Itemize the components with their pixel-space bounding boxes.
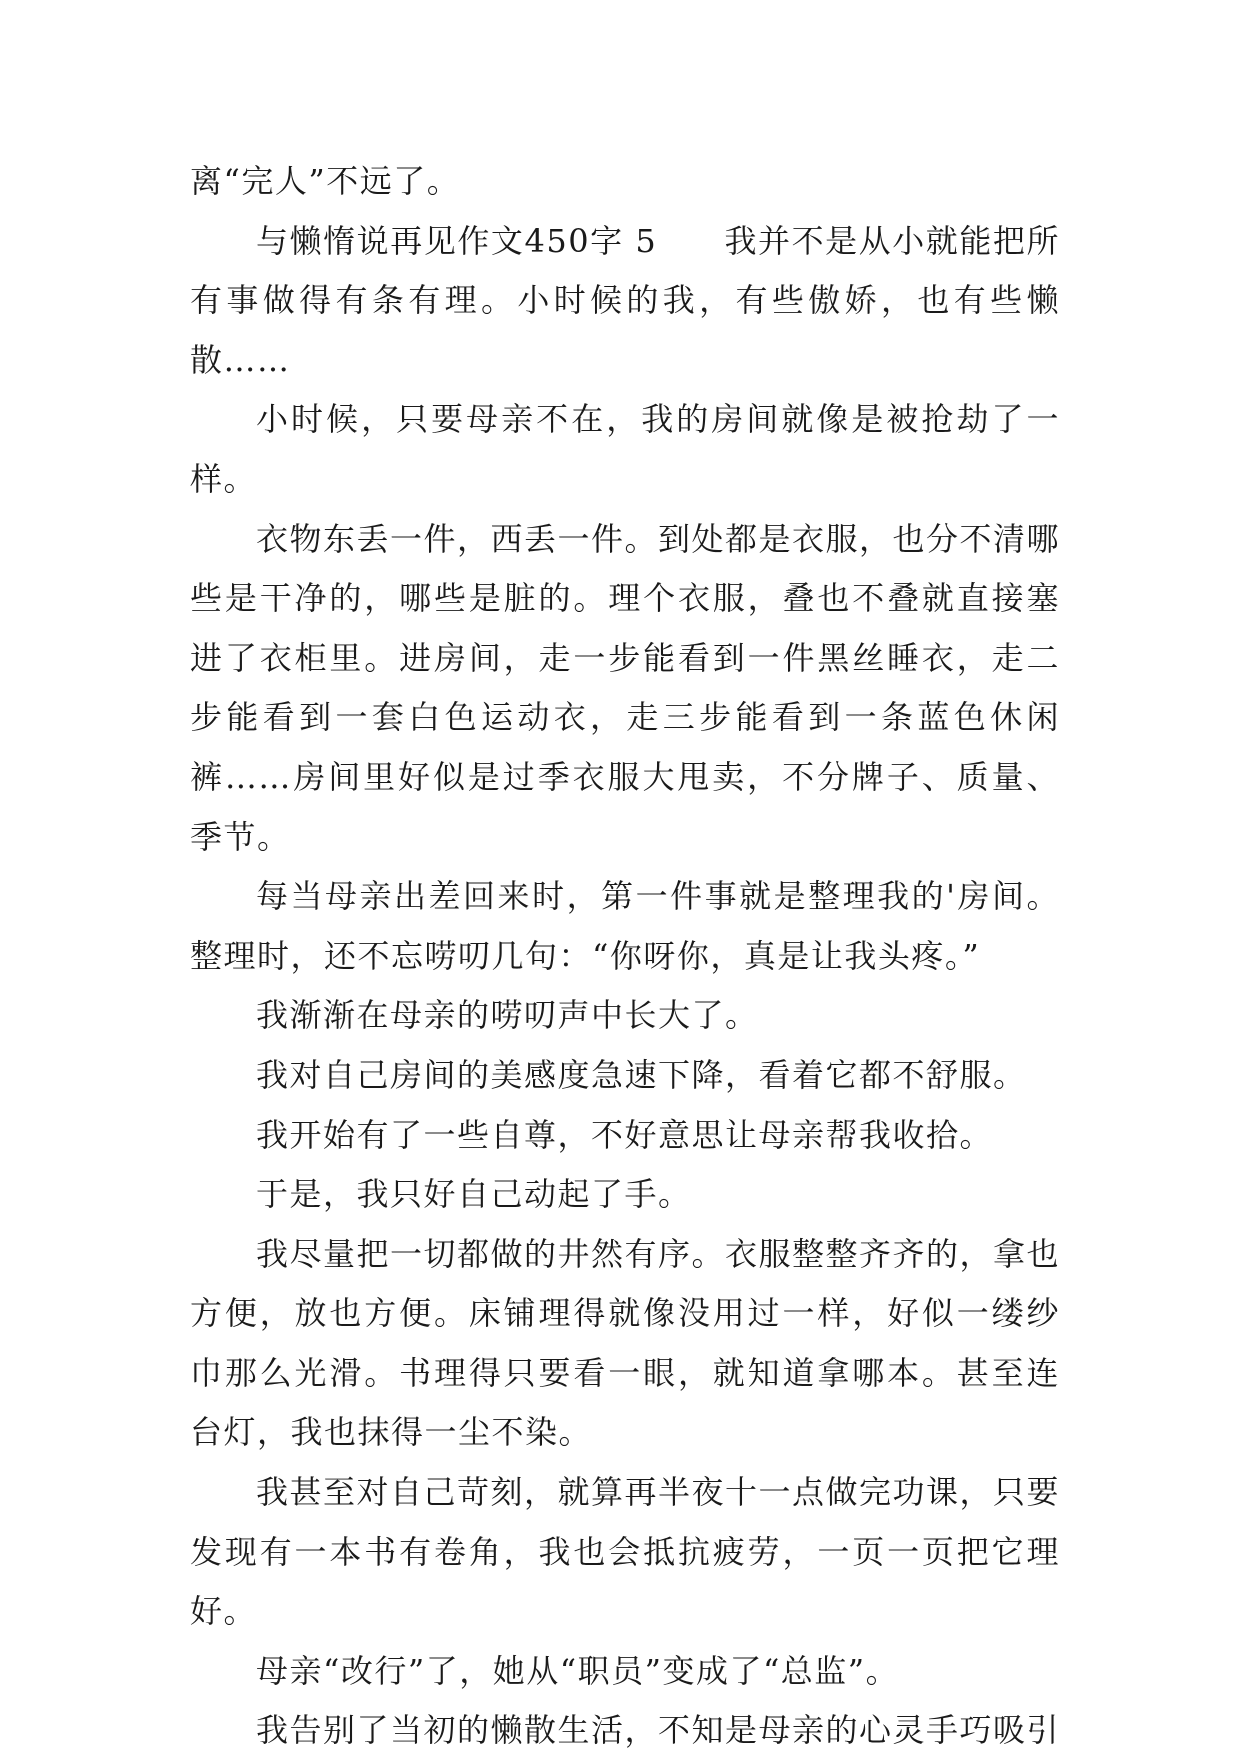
paragraph: 我尽量把一切都做的井然有序。衣服整整齐齐的，拿也方便，放也方便。床铺理得就像没用过一样，好似一缕纱巾那么光滑。书理得只要看一眼，就知道拿哪本。甚至连台灯，我也抹得一尘不染。 (190, 1234, 1061, 1452)
paragraph: 于是，我只好自己动起了手。 (256, 1175, 692, 1214)
paragraph: 每当母亲出差回来时，第一件事就是整理我的'房间。整理时，还不忘唠叨几句：“你呀你，真是让我头疼。” (190, 877, 1060, 975)
paragraph: 我渐渐在母亲的唠叨声中长大了。 (256, 996, 759, 1035)
paragraph: 小时候，只要母亲不在，我的房间就像是被抢劫了一样。 (190, 400, 1060, 498)
paragraph: 我对自己房间的美感度急速下降，看着它都不舒服。 (256, 1055, 1027, 1094)
paragraph: 与懒惰说再见作文450字 5 我并不是从小就能把所有事做得有条有理。小时候的我，有些傲娇，也有些懒散…… (190, 221, 1060, 379)
paragraph: 我开始有了一些自尊，不好意思让母亲帮我收拾。 (256, 1115, 994, 1154)
paragraph: 衣物东丢一件，西丢一件。到处都是衣服，也分不清哪些是干净的，哪些是脏的。理个衣服，叠也不叠就直接塞进了衣柜里。进房间，走一步能看到一件黑丝睡衣，走二步能看到一套白色运动衣，走三步能看到一条蓝色休闲裤……房间里好似是过季衣服大甩卖，不分牌子、质量、季节。 (190, 519, 1061, 856)
paragraph: 我甚至对自己苛刻，就算再半夜十一点做完功课，只要发现有一本书有卷角，我也会抵抗疲劳，一页一页把它理好。 (190, 1473, 1061, 1631)
paragraph: 我告别了当初的懒散生活，不知是母亲的心灵手巧吸引 (256, 1711, 1061, 1750)
paragraph: 母亲“改行”了，她从“职员”变成了“总监”。 (256, 1651, 900, 1690)
body-text (190, 152, 1060, 1761)
paragraph: 离“完人”不远了。 (190, 162, 461, 200)
